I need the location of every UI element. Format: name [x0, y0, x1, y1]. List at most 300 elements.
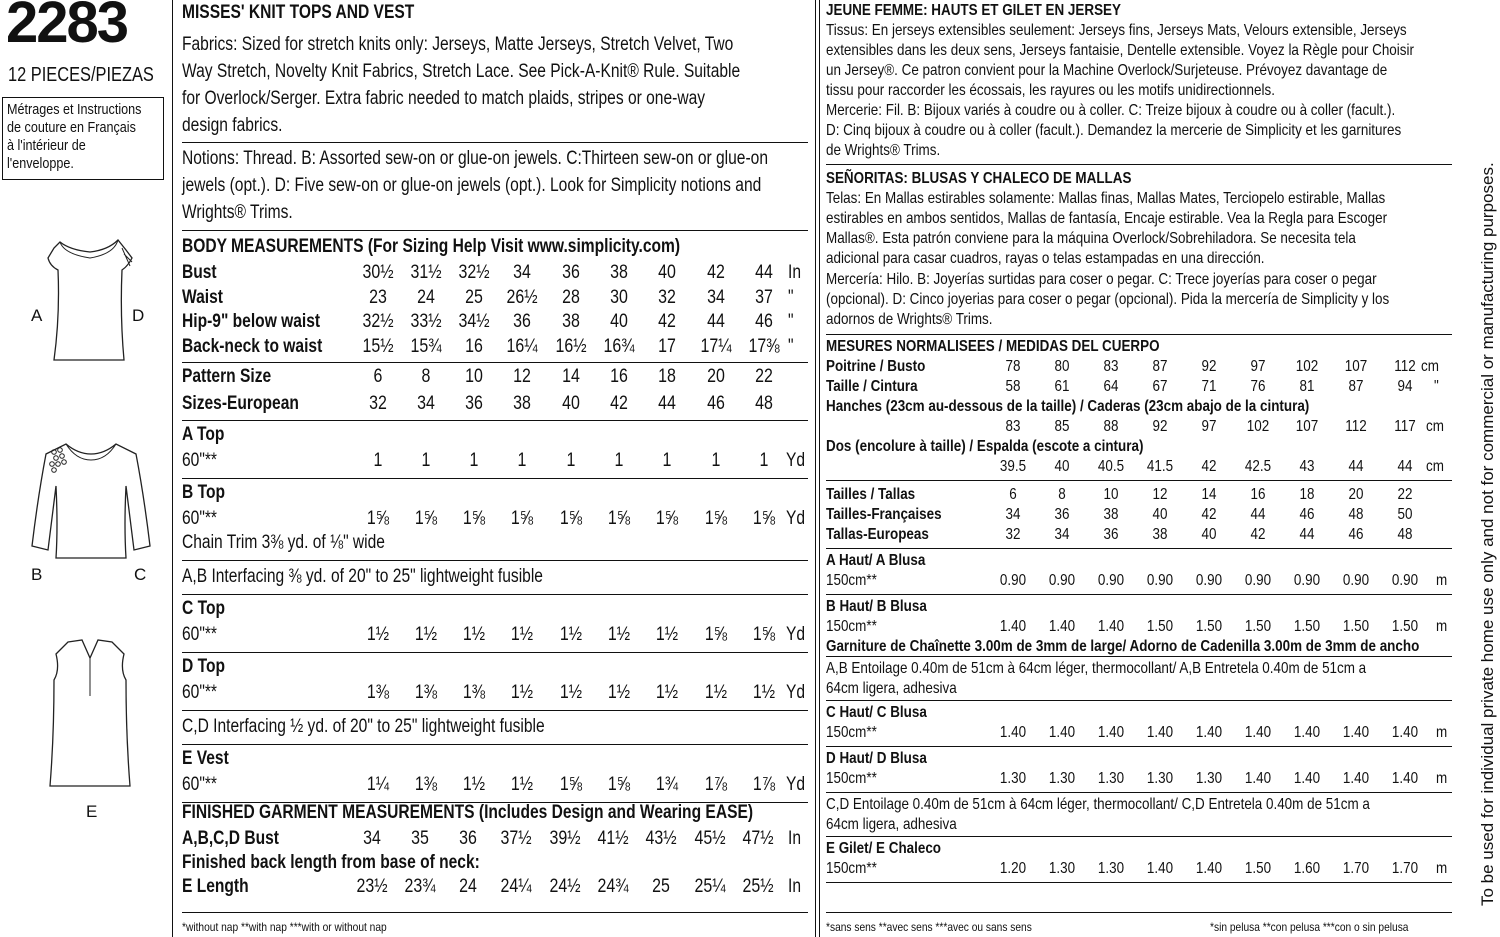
size-value: 43: [1299, 458, 1315, 475]
size-value: 94: [1397, 378, 1413, 395]
fabric-width: 60"**: [182, 682, 217, 703]
size-value: 34½: [458, 311, 490, 332]
column-divider: [172, 0, 173, 937]
size-value: 44: [1299, 526, 1315, 543]
size-value: 61: [1054, 378, 1070, 395]
size-value: 34: [1005, 506, 1021, 523]
size-value: 85: [1054, 418, 1070, 435]
size-value: 24¼: [500, 876, 532, 897]
measurement-label: Hanches (23cm au-dessous de la taille) / Caderas (23cm abajo de la cintura): [826, 398, 1310, 415]
fabric-width: 150cm**: [826, 618, 877, 635]
size-value: 34: [1054, 526, 1070, 543]
size-value: 22: [1397, 486, 1413, 503]
size-value: 0.90: [1342, 572, 1370, 589]
notions-text: Notions: Thread. B: Assorted sew-on or glue-on jewels. C:Thirteen sew-on or glue-on: [182, 148, 768, 169]
view-title: D Top: [182, 656, 225, 677]
footnote: *sin pelusa **con pelusa ***con o sin pelusa: [1210, 920, 1409, 934]
size-value: 107: [1344, 358, 1368, 375]
size-value: 1.40: [1391, 724, 1419, 741]
garment-sketch-ad: [40, 236, 140, 366]
size-value: 81: [1299, 378, 1315, 395]
row-divider: [182, 912, 808, 913]
chain-trim-text: Chain Trim 3⅜ yd. of ⅛" wide: [182, 532, 385, 553]
size-value: 102: [1246, 418, 1270, 435]
size-value: 10: [465, 366, 483, 387]
pattern-number: 2283: [6, 0, 128, 55]
size-value: 25: [652, 876, 670, 897]
row-divider: [182, 362, 808, 363]
row-divider: [182, 710, 808, 711]
section-title: JEUNE FEMME: HAUTS ET GILET EN JERSEY: [826, 2, 1121, 19]
size-value: 1.40: [1195, 860, 1223, 877]
unit-label: cm: [1421, 358, 1439, 375]
size-value: 1½: [607, 624, 631, 645]
size-value: 38: [562, 311, 580, 332]
telas-text: Telas: En Mallas estirables solamente: Mallas finas, Mallas Mates, Terciopelo estirable, Mallas: [826, 190, 1386, 207]
size-value: 1.50: [1342, 618, 1370, 635]
fabric-width: 60"**: [182, 450, 217, 471]
size-value: 38: [1103, 506, 1119, 523]
size-value: 1: [614, 450, 624, 471]
size-value: 14: [562, 366, 580, 387]
unit-label: ": [788, 311, 794, 332]
french-spanish-column: [826, 0, 1452, 937]
row-divider: [826, 164, 1452, 165]
size-value: 0.90: [1244, 572, 1272, 589]
size-value: 38: [1152, 526, 1168, 543]
size-value: 31½: [410, 262, 442, 283]
size-value: 32½: [458, 262, 490, 283]
unit-label: m: [1436, 618, 1448, 635]
size-value: 6: [373, 366, 383, 387]
size-value: 10: [1103, 486, 1119, 503]
size-value: 1⅜: [414, 682, 438, 703]
size-value: 88: [1103, 418, 1119, 435]
size-value: 44: [658, 393, 676, 414]
unit-label: In: [788, 876, 802, 897]
merceria-text: adornos de Wrights® Trims.: [826, 311, 993, 328]
size-value: 1⅝: [607, 508, 631, 529]
size-value: 97: [1250, 358, 1266, 375]
size-value: 97: [1201, 418, 1217, 435]
unit-label: In: [788, 262, 802, 283]
measurement-label: Hip-9" below waist: [182, 311, 321, 332]
size-value: 16: [1250, 486, 1266, 503]
measurement-label: Taille / Cintura: [826, 378, 918, 395]
row-divider: [826, 334, 1452, 335]
fabrics-text: Fabrics: Sized for stretch knits only: Jerseys, Matte Jerseys, Stretch Velvet, Two: [182, 34, 734, 55]
size-value: 92: [1201, 358, 1217, 375]
size-value: 39.5: [999, 458, 1027, 475]
size-value: 1.30: [1097, 860, 1125, 877]
size-value: 36: [1054, 506, 1070, 523]
size-value: 1½: [607, 682, 631, 703]
fabric-width: 60"**: [182, 774, 217, 795]
fabric-width: 150cm**: [826, 724, 877, 741]
size-value: 47½: [742, 828, 774, 849]
size-value: 17: [658, 335, 676, 357]
size-value: 1.30: [1146, 770, 1174, 787]
size-value: 1.40: [1244, 724, 1272, 741]
size-value: 34: [707, 286, 725, 308]
row-divider: [826, 746, 1452, 747]
size-value: 25½: [742, 876, 774, 897]
size-value: 92: [1152, 418, 1168, 435]
unit-label: Yd: [786, 450, 806, 471]
size-value: 25¼: [694, 876, 726, 897]
size-value: 32: [369, 393, 387, 414]
telas-text: adicional para casar cuadros, rayas o telas estampadas en una dirección.: [826, 250, 1265, 267]
size-value: 39½: [549, 828, 581, 849]
interfacing-text: A,B Interfacing ⅜ yd. of 20" to 25" lightweight fusible: [182, 566, 543, 587]
size-value: 1.40: [1146, 860, 1174, 877]
size-value: 20: [1348, 486, 1364, 503]
size-value: 46: [1299, 506, 1315, 523]
size-value: 0.90: [1048, 572, 1076, 589]
size-value: 1½: [462, 624, 486, 645]
size-value: 37: [755, 286, 773, 308]
row-divider: [182, 594, 808, 595]
size-value: 34: [513, 262, 531, 283]
size-value: 1.40: [1342, 770, 1370, 787]
finished-back-text: Finished back length from base of neck:: [182, 852, 480, 873]
row-divider: [826, 548, 1452, 549]
notions-text: jewels (opt.). D: Five sew-on or glue-on jewels (opt.). Look for Simplicity notions and: [182, 175, 762, 196]
size-value: 1.50: [1146, 618, 1174, 635]
size-value: 1.40: [1195, 724, 1223, 741]
finished-label: A,B,C,D Bust: [182, 828, 279, 849]
measurement-label: Waist: [182, 286, 223, 308]
finished-label: E Length: [182, 876, 249, 897]
size-value: 30½: [362, 262, 394, 283]
size-value: 24: [417, 286, 435, 308]
size-value: 1: [517, 450, 527, 471]
size-value: 42: [1201, 458, 1217, 475]
figure-letter: E: [86, 802, 98, 821]
size-value: 1.40: [1048, 618, 1076, 635]
footnote: *sans sens **avec sens ***avec ou sans sens: [826, 920, 1032, 934]
size-value: 48: [1348, 506, 1364, 523]
size-value: 1½: [366, 624, 390, 645]
size-value: 45½: [694, 828, 726, 849]
size-value: 1½: [655, 624, 679, 645]
mercerie-text: D: Cinq bijoux à coudre ou à coller (facult.). Demandez la mercerie de Simplicity et les garnitures: [826, 122, 1402, 139]
fabric-width: 60"**: [182, 508, 217, 529]
row-divider: [826, 656, 1452, 657]
size-value: 1½: [462, 774, 486, 795]
size-value: 1.50: [1293, 618, 1321, 635]
size-value: 64: [1103, 378, 1119, 395]
fabric-width: 150cm**: [826, 572, 877, 589]
fabrics-text: design fabrics.: [182, 115, 283, 136]
unit-label: ": [788, 286, 794, 308]
size-value: 1.70: [1391, 860, 1419, 877]
size-value: 1.50: [1244, 860, 1272, 877]
size-value: 0.90: [1293, 572, 1321, 589]
size-value: 25: [465, 286, 483, 308]
size-value: 46: [1348, 526, 1364, 543]
section-title: SEÑORITAS: BLUSAS Y CHALECO DE MALLAS: [826, 170, 1132, 187]
size-value: 83: [1005, 418, 1021, 435]
size-value: 24½: [549, 876, 581, 897]
size-value: 30: [610, 286, 628, 308]
size-value: 1.40: [1293, 724, 1321, 741]
size-value: 1⅞: [704, 774, 728, 795]
size-value: 40: [1152, 506, 1168, 523]
notions-text: Wrights® Trims.: [182, 202, 293, 223]
size-value: 1⅝: [607, 774, 631, 795]
size-value: 1: [566, 450, 576, 471]
size-value: 1⅜: [462, 682, 486, 703]
size-value: 40: [1054, 458, 1070, 475]
view-title: C Top: [182, 598, 225, 619]
size-value: 0.90: [1195, 572, 1223, 589]
metric-title: MESURES NORMALISEES / MEDIDAS DEL CUERPO: [826, 338, 1160, 355]
size-label: Tailles-Françaises: [826, 506, 942, 523]
size-value: 18: [1299, 486, 1315, 503]
size-value: 1½: [414, 624, 438, 645]
size-value: 34: [417, 393, 435, 414]
size-label: Sizes-European: [182, 393, 299, 414]
size-value: 15½: [362, 335, 394, 357]
size-value: 67: [1152, 378, 1168, 395]
size-value: 1.20: [999, 860, 1027, 877]
size-value: 44: [707, 311, 725, 332]
size-value: 1.50: [1244, 618, 1272, 635]
size-value: 0.90: [1146, 572, 1174, 589]
size-value: 42: [658, 311, 676, 332]
size-value: 1.50: [1391, 618, 1419, 635]
size-value: 36: [465, 393, 483, 414]
size-value: 1.40: [1342, 724, 1370, 741]
size-value: 44: [1397, 458, 1413, 475]
figure-letter: D: [132, 306, 145, 325]
view-title: A Top: [182, 424, 225, 445]
size-value: 1⅝: [704, 624, 728, 645]
size-value: 1¼: [366, 774, 390, 795]
view-title: B Top: [182, 482, 225, 503]
size-value: 1.30: [999, 770, 1027, 787]
tissus-text: Tissus: En jerseys extensibles seulement: Jerseys fins, Jerseys Mats, Velours extensible, Jerseys: [826, 22, 1407, 39]
size-value: 71: [1201, 378, 1217, 395]
size-value: 1.60: [1293, 860, 1321, 877]
unit-label: Yd: [786, 624, 806, 645]
view-title: E Vest: [182, 748, 229, 769]
size-value: 1½: [655, 682, 679, 703]
size-value: 16: [610, 366, 628, 387]
size-value: 15¾: [410, 335, 442, 357]
fabric-width: 150cm**: [826, 770, 877, 787]
size-value: 23: [369, 286, 387, 308]
merceria-text: Mercería: Hilo. B: Joyerías surtidas para coser o pegar. C: Trece joyerías para coser o pegar: [826, 271, 1377, 288]
size-value: 1⅞: [752, 774, 776, 795]
size-value: 78: [1005, 358, 1021, 375]
unit-label: m: [1436, 724, 1448, 741]
size-value: 16: [465, 335, 483, 357]
size-value: 102: [1295, 358, 1319, 375]
figure-letter: C: [134, 565, 147, 584]
measurement-label: Dos (encolure à taille) / Espalda (escote a cintura): [826, 438, 1144, 455]
telas-text: estirables en ambos sentidos, Mallas de fantasía, Encaje estirable. Vea la Regla para Escoger: [826, 210, 1388, 227]
unit-label: Yd: [786, 774, 806, 795]
size-value: 1: [711, 450, 721, 471]
size-value: 32: [658, 286, 676, 308]
row-divider: [182, 478, 808, 479]
size-value: 1.30: [1195, 770, 1223, 787]
row-divider: [826, 480, 1452, 481]
tissus-text: un Jersey®. Ce patron convient pour la Machine Overlock/Surjeteuse. Prévoyez davantage de: [826, 62, 1388, 79]
entoilage-text: C,D Entoilage 0.40m de 51cm à 64cm léger, thermocollant/ C,D Entretela 0.40m de 51cm a: [826, 796, 1370, 813]
size-value: 46: [755, 311, 773, 332]
size-value: 17⅜: [748, 335, 780, 357]
tissus-text: extensibles dans les deux sens, Jerseys fantaisie, Dentelle extensible. Voyez la Règle pour Choisir: [826, 42, 1414, 59]
size-value: 40.5: [1097, 458, 1125, 475]
size-value: 12: [1152, 486, 1168, 503]
size-value: 16¾: [603, 335, 635, 357]
size-value: 1¾: [655, 774, 679, 795]
size-value: 1.30: [1097, 770, 1125, 787]
size-value: 37½: [500, 828, 532, 849]
size-value: 1.40: [999, 618, 1027, 635]
fr-box-line: à l'intérieur de: [7, 137, 86, 154]
size-value: 33½: [410, 311, 442, 332]
size-value: 40: [1201, 526, 1217, 543]
entoilage-text: 64cm ligera, adhesiva: [826, 816, 957, 833]
unit-label: m: [1436, 572, 1448, 589]
size-value: 1½: [704, 682, 728, 703]
size-value: 1⅝: [510, 508, 534, 529]
mercerie-text: Mercerie: Fil. B: Bijoux variés à coudre ou à coller. C: Treize bijoux à coudre ou à coller (facult.).: [826, 102, 1396, 119]
interfacing-text: C,D Interfacing ½ yd. of 20" to 25" lightweight fusible: [182, 716, 545, 737]
row-divider: [826, 836, 1452, 837]
size-value: 42: [1201, 506, 1217, 523]
row-divider: [182, 744, 808, 745]
size-value: 1½: [752, 682, 776, 703]
unit-label: Yd: [786, 508, 806, 529]
size-value: 36: [459, 828, 477, 849]
size-value: 16½: [555, 335, 587, 357]
size-value: 36: [513, 311, 531, 332]
fabric-width: 150cm**: [826, 860, 877, 877]
size-value: 1⅝: [655, 508, 679, 529]
size-value: 41½: [597, 828, 629, 849]
body-measurements-title: BODY MEASUREMENTS (For Sizing Help Visit www.simplicity.com): [182, 236, 681, 257]
size-value: 1.40: [1097, 618, 1125, 635]
unit-label: Yd: [786, 682, 806, 703]
size-value: 8: [421, 366, 431, 387]
size-label: Pattern Size: [182, 366, 272, 387]
size-value: 1.40: [1293, 770, 1321, 787]
size-value: 1.40: [1146, 724, 1174, 741]
size-value: 35: [411, 828, 429, 849]
size-value: 1.40: [999, 724, 1027, 741]
unit-label: cm: [1426, 418, 1444, 435]
french-instructions-box: [2, 97, 164, 180]
finished-measurements-title: FINISHED GARMENT MEASUREMENTS (Includes Design and Wearing EASE): [182, 802, 754, 823]
row-divider: [826, 882, 1452, 883]
measurement-label: Poitrine / Busto: [826, 358, 926, 375]
size-value: 40: [610, 311, 628, 332]
size-label: Tailles / Tallas: [826, 486, 916, 503]
size-value: 46: [707, 393, 725, 414]
view-title: B Haut/ B Blusa: [826, 598, 927, 615]
size-value: 1.40: [1048, 724, 1076, 741]
chaine-text: Garniture de Chaînette 3.00m de 3mm de large/ Adorno de Cadenilla 3.00m de 3mm de ancho: [826, 638, 1420, 655]
size-value: 38: [513, 393, 531, 414]
unit-label: ": [788, 335, 794, 357]
row-divider: [182, 142, 808, 143]
size-value: 1.30: [1048, 770, 1076, 787]
size-label: Tallas-Europeas: [826, 526, 929, 543]
row-divider: [826, 594, 1452, 595]
size-value: 1⅜: [366, 682, 390, 703]
size-value: 1⅝: [559, 774, 583, 795]
size-value: 32½: [362, 311, 394, 332]
size-value: 28: [562, 286, 580, 308]
size-value: 32: [1005, 526, 1021, 543]
size-value: 112: [1394, 358, 1416, 375]
size-value: 1½: [510, 682, 534, 703]
garment-sketch-bc: [26, 436, 156, 566]
size-value: 12: [513, 366, 531, 387]
english-column: [182, 0, 808, 937]
size-value: 42: [610, 393, 628, 414]
size-value: 1⅝: [559, 508, 583, 529]
size-value: 44: [1250, 506, 1266, 523]
size-value: 24¾: [597, 876, 629, 897]
size-value: 43½: [645, 828, 677, 849]
unit-label: m: [1436, 860, 1448, 877]
size-value: 1⅝: [366, 508, 390, 529]
size-value: 1½: [559, 682, 583, 703]
unit-label: m: [1436, 770, 1448, 787]
size-value: 50: [1397, 506, 1413, 523]
unit-label: ": [1434, 378, 1439, 395]
size-value: 14: [1201, 486, 1217, 503]
usage-note: To be used for individual private home use only and not for commercial or manufacturing purposes.: [1478, 162, 1497, 906]
size-value: 42: [707, 262, 725, 283]
size-value: 44: [1348, 458, 1364, 475]
footnote: *without nap **with nap ***with or without nap: [182, 920, 387, 934]
size-value: 1½: [510, 624, 534, 645]
size-value: 40: [658, 262, 676, 283]
size-value: 0.90: [999, 572, 1027, 589]
size-value: 1.30: [1048, 860, 1076, 877]
size-value: 8: [1058, 486, 1066, 503]
view-title: A Haut/ A Blusa: [826, 552, 926, 569]
figure-letter: A: [31, 306, 43, 325]
column-divider: [819, 0, 820, 937]
size-value: 1⅝: [414, 508, 438, 529]
size-value: 22: [755, 366, 773, 387]
size-value: 44: [755, 262, 773, 283]
row-divider: [182, 420, 808, 421]
view-title: C Haut/ C Blusa: [826, 704, 927, 721]
size-value: 112: [1345, 418, 1367, 435]
size-value: 58: [1005, 378, 1021, 395]
fr-box-line: Métrages et Instructions: [7, 101, 142, 118]
size-value: 0.90: [1097, 572, 1125, 589]
size-value: 1⅝: [752, 508, 776, 529]
merceria-text: (opcional). D: Cinco joyerias para coser o pegar (opcional). Pida la mercería de Simplicity y los: [826, 291, 1390, 308]
size-value: 48: [1397, 526, 1413, 543]
size-value: 23¾: [404, 876, 436, 897]
size-value: 1⅜: [414, 774, 438, 795]
size-value: 34: [363, 828, 381, 849]
size-value: 42.5: [1244, 458, 1272, 475]
size-value: 1: [469, 450, 479, 471]
size-value: 80: [1054, 358, 1070, 375]
